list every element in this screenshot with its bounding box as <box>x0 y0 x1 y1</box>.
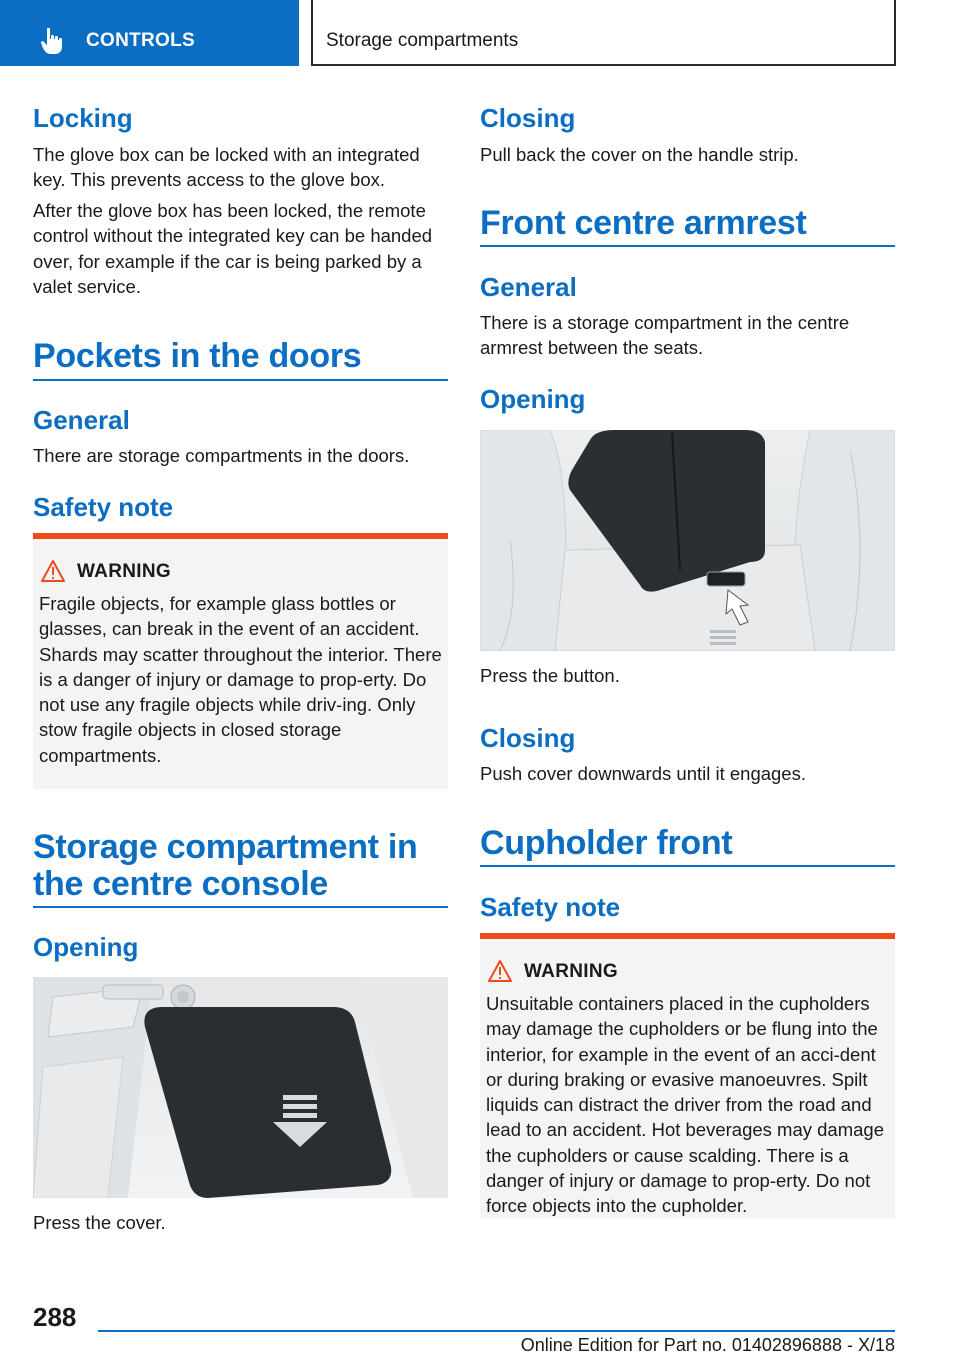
press-cover-text: Press the cover. <box>33 1212 166 1233</box>
footer-rule <box>98 1330 895 1332</box>
closing-paragraph: Pull back the cover on the handle strip. <box>480 144 799 165</box>
warning-box <box>33 533 448 789</box>
hand-pointer-icon <box>40 27 66 55</box>
locking-paragraph-1: The glove box can be locked with an integrated key. This prevents access to the glove box. <box>33 144 420 191</box>
console-heading: Storage compartment in the centre console <box>33 828 418 903</box>
edition-text: Online Edition for Part no. 01402896888 - X/18 <box>520 1335 895 1355</box>
safety-note-heading: Safety note <box>33 492 174 522</box>
opening-heading: Opening <box>33 932 139 962</box>
general-heading: General <box>33 405 130 435</box>
press-button-text: Press the button. <box>480 665 620 686</box>
subsection-header <box>311 0 896 66</box>
general-paragraph: There is a storage compartment in the centre armrest between the seats. <box>480 312 850 359</box>
centre-console-illustration <box>33 977 448 1198</box>
safety-note-heading: Safety note <box>480 892 621 922</box>
warning-triangle-icon <box>488 960 512 982</box>
warning-box <box>480 933 895 1219</box>
locking-paragraph-2: After the glove box has been locked, the remote control without the integrated key can be handed over, for example if the car is being parked by a valet service. <box>33 200 433 297</box>
opening-heading: Opening <box>480 384 586 414</box>
warning-title: WARNING <box>77 561 171 582</box>
section-rule <box>33 906 448 908</box>
page-number: 288 <box>33 1302 77 1332</box>
armrest-heading: Front centre armrest <box>480 204 807 242</box>
cupholder-heading: Cupholder front <box>480 824 733 862</box>
general-heading: General <box>480 272 577 302</box>
warning-text: Unsuitable containers placed in the cupholders may damage the cupholders or be flung into the interior, for example in the event of an acci-dent or during braking or evasive manoeuvres. Spilt liquids can distract the driver from the road and lead to an accident. Hot beverages may damage the cupholders or cause scalding. There is a danger of injury or damage to prop-erty. Do not force objects into the cupholder. <box>486 993 884 1217</box>
warning-triangle-icon <box>41 560 65 582</box>
section-rule <box>480 865 895 867</box>
section-title: CONTROLS <box>86 30 196 51</box>
locking-heading: Locking <box>33 103 133 133</box>
armrest-illustration <box>480 430 895 651</box>
section-rule <box>33 379 448 381</box>
section-tab <box>0 0 299 66</box>
closing-paragraph-2: Push cover downwards until it engages. <box>480 763 806 784</box>
warning-title: WARNING <box>524 961 618 982</box>
general-paragraph: There are storage compartments in the doors. <box>33 445 410 466</box>
section-rule <box>480 245 895 247</box>
subsection-title: Storage compartments <box>326 30 519 51</box>
pockets-heading: Pockets in the doors <box>33 337 362 375</box>
warning-text: Fragile objects, for example glass bottles or glasses, can break in the event of an accident. Shards may scatter throughout the interior. There is a danger of injury or damage to prop-erty. Do not use any fragile objects while driv-ing. Only stow fragile objects in closed storage compartments. <box>39 593 442 766</box>
closing-heading: Closing <box>480 103 576 133</box>
closing-heading-2: Closing <box>480 723 576 753</box>
